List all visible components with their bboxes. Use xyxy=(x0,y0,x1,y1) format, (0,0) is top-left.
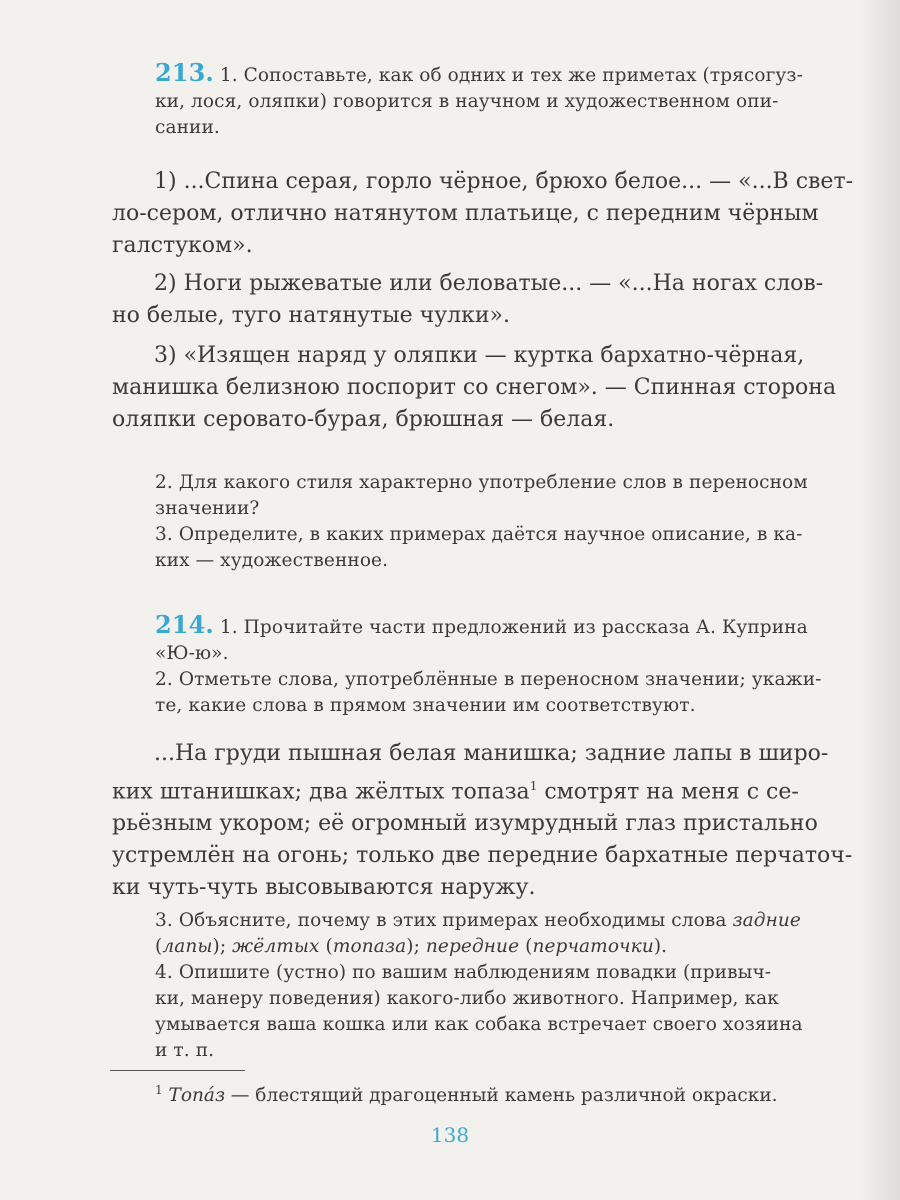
text-line: рьёзным укором; её огромный изумрудный глаз пристально xyxy=(112,811,818,837)
text-segment: ( xyxy=(319,936,333,957)
text-line: 2) Ноги рыжеватые или беловатые... — «...На ногах слов- xyxy=(154,271,824,296)
italic-word: жёлтых xyxy=(232,936,320,957)
text-line: сании. xyxy=(155,117,220,138)
text-line: «Ю-ю». xyxy=(155,643,229,664)
text-segment: ( xyxy=(155,936,163,957)
text-line: значении? xyxy=(155,498,260,519)
text-line: ки чуть-чуть высовываются наружу. xyxy=(112,875,536,901)
text-line: ки, лося, оляпки) говорится в научном и художественном опи- xyxy=(155,91,779,112)
text-line: манишка белизною поспорит со снегом». — Спинная сторона xyxy=(112,375,837,400)
footnote-term: Топáз xyxy=(168,1085,226,1107)
italic-word: лапы xyxy=(162,936,213,957)
text-line: смотрят на меня с се- xyxy=(537,779,799,805)
page-number: 138 xyxy=(430,1123,470,1147)
text-line: ло-сером, отлично натянутом платьице, с передним чёрным xyxy=(112,201,819,226)
footnote-text: — блестящий драгоценный камень различной окраски. xyxy=(225,1085,778,1107)
example-1 xyxy=(112,166,887,262)
exercise-number: 214. xyxy=(155,610,214,639)
footnote xyxy=(155,1083,778,1106)
text-line: ких штанишках; два жёлтых топаза xyxy=(112,779,530,805)
text-segment: ); xyxy=(212,936,233,957)
footnote-divider xyxy=(110,1070,245,1071)
text-line: но белые, туго натянутые чулки». xyxy=(112,303,510,328)
text-segment: 3. Объясните, почему в этих примерах необходимы слова xyxy=(155,910,733,931)
footnote-mark: 1 xyxy=(155,1083,163,1097)
text-line: устремлён на огонь; только две передние бархатные перчаточ- xyxy=(112,843,853,869)
text-line: оляпки серовато-бурая, брюшная — белая. xyxy=(112,407,615,432)
text-line: 1. Сопоставьте, как об одних и тех же приметах (трясогуз- xyxy=(219,65,803,86)
text-line: те, какие слова в прямом значении им соответствуют. xyxy=(155,695,696,716)
text-line: галстуком». xyxy=(112,233,253,258)
exercise-214-tasks-3-4 xyxy=(155,908,885,1064)
text-segment: ). xyxy=(653,936,668,957)
italic-word: передние xyxy=(425,936,520,957)
text-line: 2. Для какого стиля характерно употребление слов в переносном xyxy=(155,472,808,493)
text-line: 2. Отметьте слова, употреблённые в переносном значении; укажи- xyxy=(155,669,822,690)
text-line: 3. Определите, в каких примерах даётся научное описание, в ка- xyxy=(155,524,803,545)
exercise-213-task-2 xyxy=(155,470,885,574)
text-line: ки, манеру поведения) какого-либо животного. Например, как xyxy=(155,988,779,1009)
italic-word: топаза xyxy=(332,936,407,957)
text-line: 1. Прочитайте части предложений из рассказа А. Куприна xyxy=(219,617,808,638)
page-edge-shadow xyxy=(860,0,900,1200)
text-line: и т. п. xyxy=(155,1040,215,1061)
text-segment: ); xyxy=(406,936,426,957)
example-2 xyxy=(112,268,887,332)
exercise-number: 213. xyxy=(155,58,214,87)
text-line: умывается ваша кошка или как собака встречает своего хозяина xyxy=(155,1014,803,1035)
example-3 xyxy=(112,340,887,436)
text-segment: ( xyxy=(519,936,533,957)
italic-word: задние xyxy=(732,910,801,931)
italic-word: перчаточки xyxy=(532,936,654,957)
exercise-213-task-1 xyxy=(155,60,885,141)
text-line: 4. Опишите (устно) по вашим наблюдениям повадки (привыч- xyxy=(155,962,772,983)
text-line: ких — художественное. xyxy=(155,550,389,571)
text-line: ...На груди пышная белая манишка; задние лапы в широ- xyxy=(154,741,829,766)
exercise-214-tasks xyxy=(155,612,885,719)
text-line: 3) «Изящен наряд у оляпки — куртка бархатно-чёрная, xyxy=(154,343,805,368)
kuprin-passage xyxy=(112,738,887,904)
footnote-reference: 1 xyxy=(529,779,538,793)
text-line: 1) ...Спина серая, горло чёрное, брюхо белое... — «...В свет- xyxy=(154,169,854,194)
